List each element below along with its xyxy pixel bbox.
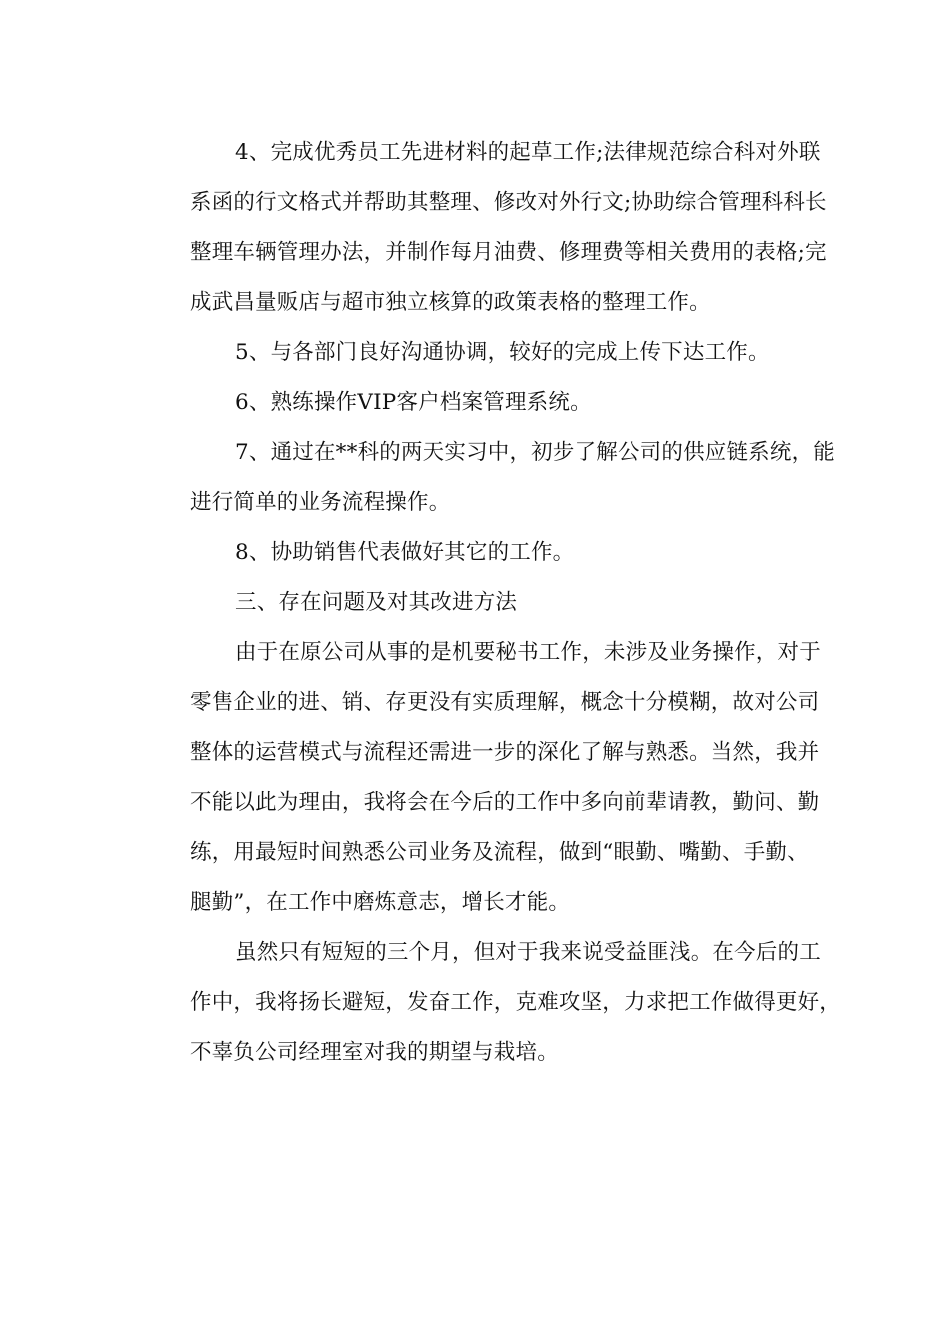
- text-line: 练，用最短时间熟悉公司业务及流程，做到“眼勤、嘴勤、手勤、: [190, 840, 809, 865]
- text-line: 系函的行文格式并帮助其整理、修改对外行文;协助综合管理科科长: [190, 190, 827, 215]
- section-heading-text: 三、存在问题及对其改进方法: [235, 590, 518, 615]
- paragraph-item-8: [145, 528, 815, 578]
- text-line: 7、通过在**科的两天实习中，初步了解公司的供应链系统，能: [235, 440, 835, 465]
- text-line: 由于在原公司从事的是机要秘书工作，未涉及业务操作，对于: [235, 640, 821, 665]
- text-line: 4、完成优秀员工先进材料的起草工作;法律规范综合科对外联: [235, 140, 821, 165]
- paragraph-item-4: [145, 128, 827, 328]
- text-line: 作中，我将扬长避短，发奋工作，克难攻坚，力求把工作做得更好，: [190, 990, 842, 1015]
- text-line: 虽然只有短短的三个月，但对于我来说受益匪浅。在今后的工: [235, 940, 821, 965]
- text-line: 6、熟练操作VIP客户档案管理系统。: [235, 390, 592, 415]
- document-body: [145, 128, 842, 1078]
- text-line: 零售企业的进、销、存更没有实质理解，概念十分模糊，故对公司: [190, 690, 820, 715]
- text-line: 不辜负公司经理室对我的期望与栽培。: [190, 1040, 559, 1065]
- text-line: 整体的运营模式与流程还需进一步的深化了解与熟悉。当然，我并: [190, 740, 820, 765]
- text-line: 整理车辆管理办法，并制作每月油费、修理费等相关费用的表格;完: [190, 240, 827, 265]
- text-line: 进行简单的业务流程操作。: [190, 490, 451, 515]
- paragraph-item-7: [145, 428, 835, 528]
- text-line: 8、协助销售代表做好其它的工作。: [235, 540, 575, 565]
- paragraph-problems: [145, 628, 821, 928]
- section-heading-problems: [145, 578, 815, 628]
- text-line: 腿勤”，在工作中磨炼意志，增长才能。: [190, 890, 571, 915]
- paragraph-item-5: [145, 328, 815, 378]
- paragraph-closing: [145, 928, 842, 1078]
- text-line: 成武昌量贩店与超市独立核算的政策表格的整理工作。: [190, 290, 711, 315]
- paragraph-item-6: [145, 378, 815, 428]
- text-line: 5、与各部门良好沟通协调，较好的完成上传下达工作。: [235, 340, 770, 365]
- text-line: 不能以此为理由，我将会在今后的工作中多向前辈请教，勤问、勤: [190, 790, 820, 815]
